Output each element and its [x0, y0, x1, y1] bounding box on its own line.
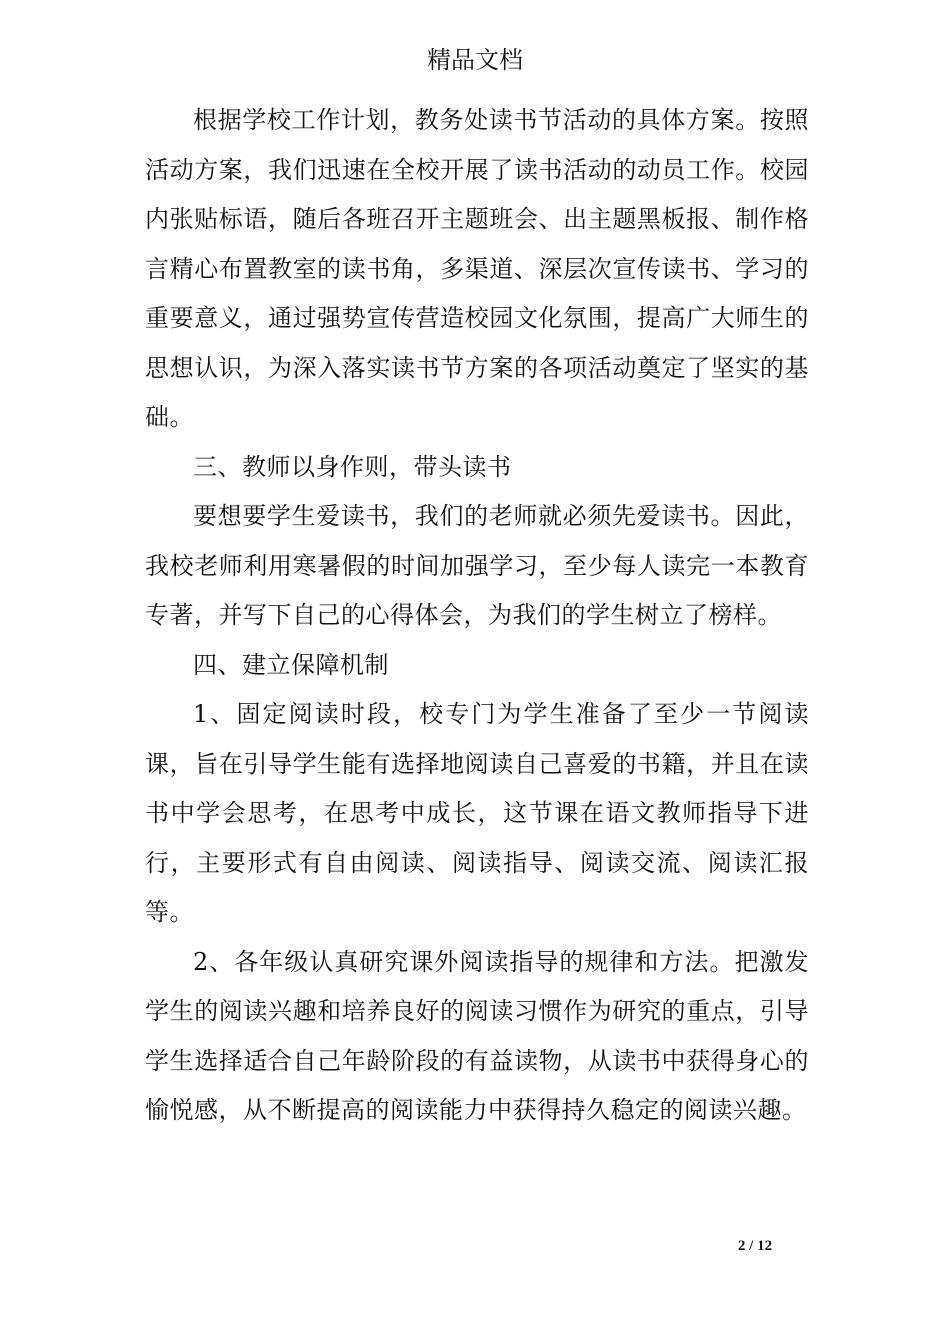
page-header-title: 精品文档: [427, 46, 523, 74]
section-heading-guarantee-mechanism: 四、建立保障机制: [193, 650, 389, 679]
document-body: [145, 96, 809, 1136]
section-heading-teachers-lead: 三、教师以身作则，带头读书: [193, 452, 512, 481]
paragraph-fixed-reading-time: 1、固定阅读时段，校专门为学生准备了至少一节阅读课，旨在引导学生能有选择地阅读自己喜爱的书籍，并且在读书中学会思考，在思考中成长，这节课在语文教师指导下进行，主要形式有自由阅读、阅读指导、阅读交流、阅读汇报等。: [145, 700, 809, 926]
paragraph-reading-campaign: 根据学校工作计划，教务处读书节活动的具体方案。按照活动方案，我们迅速在全校开展了读书活动的动员工作。校园内张贴标语，随后各班召开主题班会、出主题黑板报、制作格言精心布置教室的读书角，多渠道、深层次宣传读书、学习的重要意义，通过强势宣传营造校园文化氛围，提高广大师生的思想认识，为深入落实读书节方案的各项活动奠定了坚实的基础。: [145, 106, 809, 431]
paragraph-teachers-reading: 要想要学生爱读书，我们的老师就必须先爱读书。因此，我校老师利用寒暑假的时间加强学习，至少每人读完一本教育专著，并写下自己的心得体会，为我们的学生树立了榜样。: [145, 502, 809, 629]
page-number: 2 / 12: [737, 1238, 773, 1254]
paragraph-reading-guidance: 2、各年级认真研究课外阅读指导的规律和方法。把激发学生的阅读兴趣和培养良好的阅读习惯作为研究的重点，引导学生选择适合自己年龄阶段的有益读物，从读书中获得身心的愉悦感，从不断提高的阅读能力中获得持久稳定的阅读兴趣。: [145, 947, 809, 1124]
